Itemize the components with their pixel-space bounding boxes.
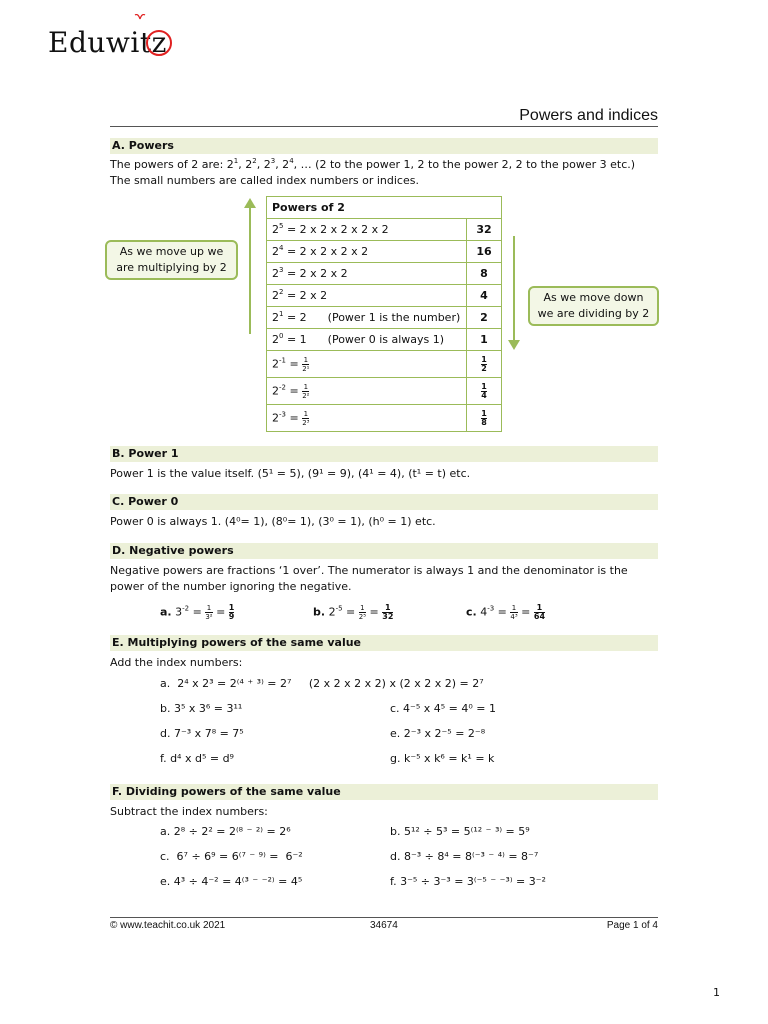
table-row: $2^4 = 2$ x 2 x 2 x 2 16	[267, 241, 502, 263]
table-header: Powers of 2	[267, 197, 502, 219]
section-e-intro: Add the index numbers:	[110, 656, 243, 669]
f-item-a: a. 2⁸ ÷ 2² = 2⁽⁸ ⁻ ²⁾ = 2⁶	[160, 825, 291, 838]
section-a-heading: A. Powers	[110, 138, 658, 154]
section-f-intro: Subtract the index numbers:	[110, 805, 268, 818]
footer-copyright: © www.teachit.co.uk 2021	[110, 920, 226, 931]
table-row: $2^{-3}$ = $\frac{1}{\text{2³}}$ $\frac{1}{8}$	[267, 405, 502, 432]
f-item-c: c. 6⁷ ÷ 6⁹ = 6⁽⁷ ⁻ ⁹⁾ = 6⁻²	[160, 850, 303, 863]
section-d-heading: D. Negative powers	[110, 543, 658, 559]
section-a-line2: The small numbers are called index numbers or indices.	[110, 174, 419, 187]
logo-circle-icon	[146, 30, 172, 56]
title-rule	[110, 126, 658, 127]
ladybug-logo-icon	[133, 14, 147, 24]
e-item-c: c. 4⁻⁵ x 4⁵ = 4⁰ = 1	[390, 702, 496, 715]
f-item-e: e. 4³ ÷ 4⁻² = 4⁽³ ⁻ ⁻²⁾ = 4⁵	[160, 875, 303, 888]
callout-up: As we move up we are multiplying by 2	[105, 240, 238, 280]
section-b-heading: B. Power 1	[110, 446, 658, 462]
footer-doc-id: 34674	[370, 920, 398, 931]
table-header-row	[267, 197, 502, 219]
e-item-a: a. 2⁴ x 2³ = 2⁽⁴ ⁺ ³⁾ = 2⁷ (2 x 2 x 2 x 2) x (2 x 2 x 2) = 2⁷	[160, 677, 484, 690]
section-c-text: Power 0 is always 1. (4⁰= 1), (8⁰= 1), (3⁰ = 1), (h⁰ = 1) etc.	[110, 515, 436, 528]
example-d-c: c. $4^{-3}$ = $\frac{1}{\text{4³}}$ = $\frac{1}{64}$	[466, 603, 546, 621]
table-row: $2^{-1}$ = $\frac{1}{\text{2¹}}$ $\frac{1}{2}$	[267, 351, 502, 378]
e-item-d: d. 7⁻³ x 7⁸ = 7⁵	[160, 727, 244, 740]
arrow-up-icon	[244, 198, 256, 334]
document-title: Powers and indices	[519, 107, 658, 124]
section-d-line2: power of the number ignoring the negative.	[110, 580, 352, 593]
e-item-b: b. 3⁵ x 3⁶ = 3¹¹	[160, 702, 243, 715]
table-row: $2^0 = 1$ (Power 0 is always 1) 1	[267, 329, 502, 351]
section-b-text: Power 1 is the value itself. (5¹ = 5), (9¹ = 9), (4¹ = 4), (t¹ = t) etc.	[110, 467, 471, 480]
section-f-heading: F. Dividing powers of the same value	[110, 784, 658, 800]
footer-rule	[110, 917, 658, 918]
table-row: $2^1 = 2$ (Power 1 is the number) 2	[267, 307, 502, 329]
page-number: 1	[713, 986, 720, 999]
footer-page-label: Page 1 of 4	[606, 920, 658, 931]
table-row: $2^2 = 2$ x 2 4	[267, 285, 502, 307]
section-a-line1: The powers of 2 are: $2^1$, $2^2$, $2^3$, $2^4$, … (2 to the power 1, 2 to the power 2, 2 to the power 3 etc.)	[110, 157, 636, 171]
e-item-g: g. k⁻⁵ x k⁶ = k¹ = k	[390, 752, 495, 765]
powers-of-2-table	[266, 196, 502, 432]
example-d-a: a. $3^{-2}$ = $\frac{1}{\text{3²}}$ = $\frac{1}{9}$	[160, 603, 235, 621]
example-d-b: b. $2^{-5}$ = $\frac{1}{\text{2⁵}}$ = $\frac{1}{32}$	[313, 603, 394, 621]
logo-text: Eduwitz	[48, 26, 167, 59]
section-d-line1: Negative powers are fractions ‘1 over’. The numerator is always 1 and the denominator is the	[110, 564, 628, 577]
callout-down: As we move down we are dividing by 2	[528, 286, 659, 326]
f-item-f: f. 3⁻⁵ ÷ 3⁻³ = 3⁽⁻⁵ ⁻ ⁻³⁾ = 3⁻²	[390, 875, 546, 888]
table-row: $2^3 = 2$ x 2 x 2 8	[267, 263, 502, 285]
e-item-e: e. 2⁻³ x 2⁻⁵ = 2⁻⁸	[390, 727, 486, 740]
e-item-f: f. d⁴ x d⁵ = d⁹	[160, 752, 234, 765]
table-row: $2^{-2}$ = $\frac{1}{\text{2²}}$ $\frac{1}{4}$	[267, 378, 502, 405]
arrow-down-icon	[508, 236, 520, 350]
table-row: $2^5 = 2$ x 2 x 2 x 2 x 2 32	[267, 219, 502, 241]
f-item-b: b. 5¹² ÷ 5³ = 5⁽¹² ⁻ ³⁾ = 5⁹	[390, 825, 530, 838]
section-e-heading: E. Multiplying powers of the same value	[110, 635, 658, 651]
section-c-heading: C. Power 0	[110, 494, 658, 510]
f-item-d: d. 8⁻³ ÷ 8⁴ = 8⁽⁻³ ⁻ ⁴⁾ = 8⁻⁷	[390, 850, 539, 863]
